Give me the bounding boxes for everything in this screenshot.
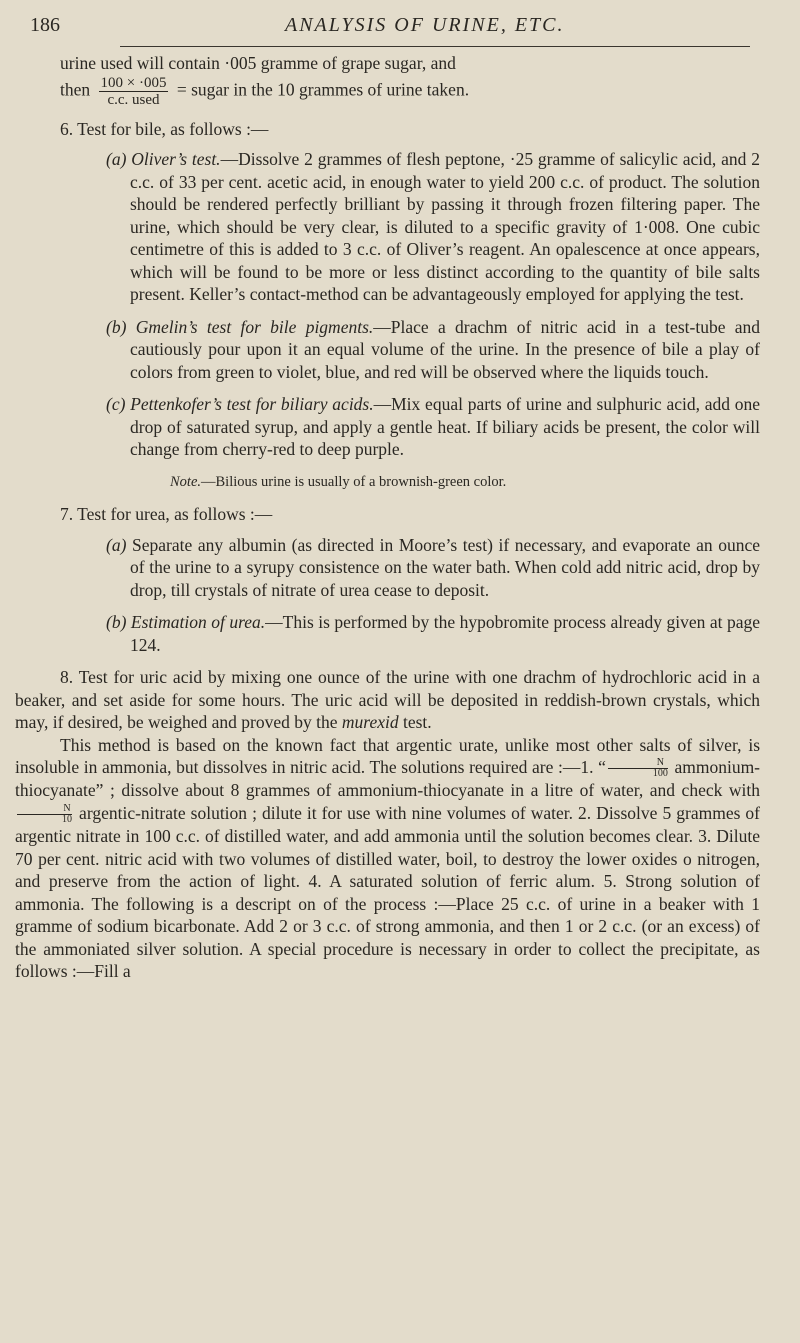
fraction-n-10 <box>17 804 72 825</box>
fraction <box>99 75 169 108</box>
note-text: —Bilious urine is usually of a brownish-green color. <box>201 473 507 490</box>
item-title: Oliver’s test. <box>131 149 221 169</box>
item-title: Estimation of urea. <box>130 612 266 632</box>
fraction-n-100 <box>608 758 668 779</box>
item-title: Gmelin’s test for bile pigments. <box>135 316 374 337</box>
item-label: (a) <box>106 534 127 555</box>
item-text: Separate any albumin (as directed in Moore’s test) if necessary, and evaporate an ounce of the urine to a syrupy consistence on the water bath. When cold add nitric acid, drop by drop, till crystals of nitrate of urea cease to deposit. <box>130 534 761 600</box>
section-7b <box>106 611 761 656</box>
fraction-denominator: 10 <box>62 814 72 826</box>
section-7a <box>106 534 761 602</box>
para-italic: murexid <box>341 712 399 732</box>
item-text: —This is performed by the hypobromite process already given at page 124. <box>130 612 761 655</box>
header-rule <box>120 46 750 47</box>
section-6-lead: 6. Test for bile, as follows :— <box>60 118 269 139</box>
fraction-denominator: 100 <box>652 768 668 780</box>
item-label: (b) <box>106 316 127 337</box>
section-8-para-1 <box>15 666 760 734</box>
page-number: 186 <box>30 14 60 36</box>
section-6c <box>106 393 761 461</box>
para-text: ammonium-thiocyanate” ; dissolve about 8 grammes of ammonium-thiocyanate in a litre of water, and check with <box>15 757 761 801</box>
item-label: (a) <box>106 149 127 169</box>
para-text: 8. Test for uric acid by mixing one ounce of the urine with one drachm of hydrochloric acid in a beaker, and set aside for some hours. The uric acid will be deposited in reddish-brown crystals, which may, if desired, be weighed and proved by the <box>15 667 760 732</box>
para-text: This method is based on the known fact that argentic urate, unlike most other salts of silver, is insoluble in ammonia, but dissolves in nitric acid. The solutions required are :—1. “ <box>15 734 760 777</box>
fraction-numerator: N <box>17 804 72 815</box>
item-label: (b) <box>106 612 127 632</box>
section-7-lead: 7. Test for urea, as follows :— <box>60 504 273 524</box>
intro-text: urine used will contain ·005 gramme of grape sugar, and <box>60 53 456 73</box>
intro-text-2: = sugar in the 10 grammes of urine taken. <box>176 79 470 100</box>
fraction-denominator: c.c. used <box>107 91 160 108</box>
bile-note <box>170 471 760 494</box>
section-8-para-2 <box>15 734 760 983</box>
running-title: ANALYSIS OF URINE, ETC. <box>285 14 565 36</box>
then-word: then <box>60 79 91 100</box>
section-6a <box>106 148 761 306</box>
item-text: —Mix equal parts of urine and sulphuric acid, add one drop of saturated syrup, and apply a gentle heat. If biliary acids be present, the color will change from cherry-red to deep purple. <box>130 394 761 459</box>
item-text: —Place a drachm of nitric acid in a test-tube and cautiously pour upon it an equal volume of the urine. In the presence of bile a play of colors from green to violet, blue, and red will be observed where the liquids touch. <box>130 316 761 382</box>
para-text: argentic-nitrate solution ; dilute it for use with nine volumes of water. 2. Dissolve 5 grammes of argentic nitrate in 100 c.c. of distilled water, and add ammonia until the solution becomes clear. 3. Dilute 70 per cent. nitric acid with two volumes of distilled water, boil, to destroy the lower oxides o nitrogen, and preserve from the action of light. 4. A saturated solution of ferric alum. 5. Strong solution of ammonia. The following is a descript on of the process :—Place 25 c.c. of urine in a beaker with 1 gramme of sodium bicarbonate. Add 2 or 3 c.c. of strong ammonia, and then 1 or 2 c.c. (or an excess) of the ammoniated silver solution. A special procedure is necessary in order to collect the precipitate, as follows :—Fill a <box>15 802 761 982</box>
section-6b <box>106 316 761 384</box>
item-label: (c) <box>106 394 126 414</box>
page-body <box>15 52 761 983</box>
page-header <box>30 14 760 54</box>
item-text: —Dissolve 2 grammes of flesh peptone, ·25 gramme of salicylic acid, and 2 c.c. of 33 per cent. acetic acid, in enough water to yield 200 c.c. of product. The solution should be rendered perfectly brilliant by passing it through frozen filtering paper. The urine, which should be very clear, is diluted to a specific gravity of 1·008. One cubic centimetre of this is added to 3 c.c. of Oliver’s reagent. An opalescence at once appears, which will be found to be more or less distinct according to the quantity of bile salts present. Keller’s contact-method can be advantageously employed for applying the test. <box>130 149 761 304</box>
note-label: Note. <box>170 473 202 490</box>
fraction-numerator: N <box>608 758 668 769</box>
item-title: Pettenkofer’s test for biliary acids. <box>130 394 374 414</box>
intro-line <box>60 52 760 108</box>
para-text-end: test. <box>402 712 432 732</box>
fraction-numerator: 100 × ·005 <box>100 74 167 91</box>
